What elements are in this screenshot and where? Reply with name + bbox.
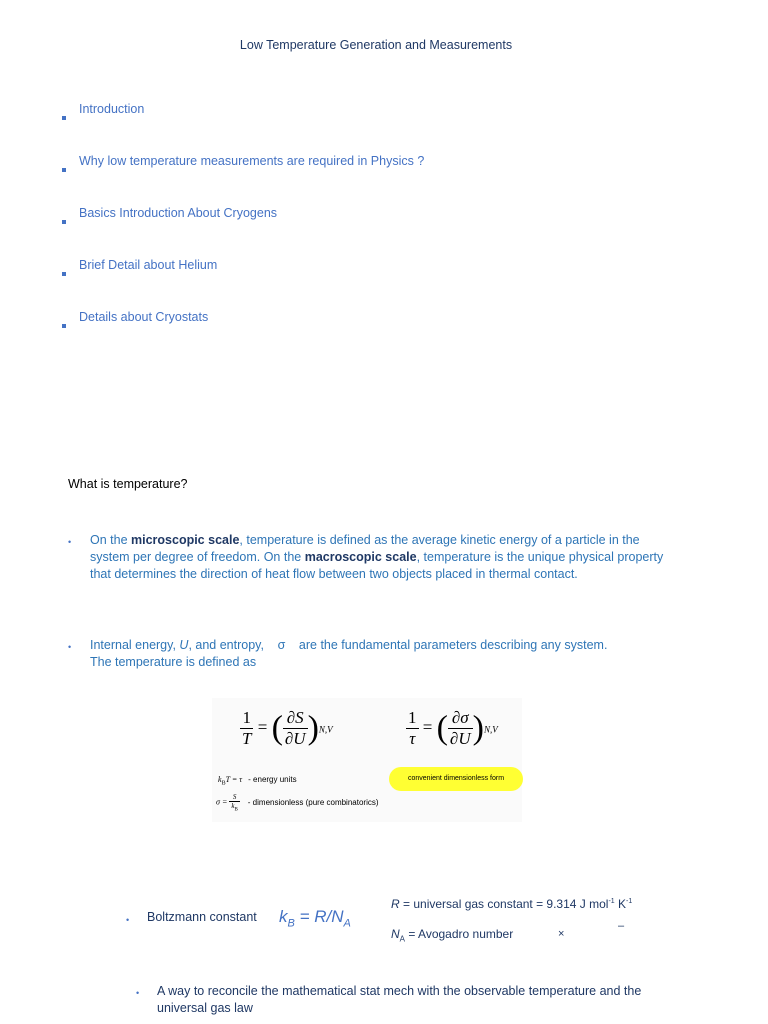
square-bullet-icon: [62, 107, 66, 125]
section-heading: What is temperature?: [68, 477, 188, 491]
bullet-dot-icon: •: [136, 988, 140, 998]
formula-1-over-tau: $\frac{1}{\tau}$ = ( $\frac{\partial\sigma}{\partial U}$ )N,V: [408, 708, 498, 748]
page-title: Low Temperature Generation and Measurements: [239, 38, 513, 52]
bullet-dot-icon: •: [68, 642, 72, 652]
dimensionless-formula: σ = $\frac{S}{k_B}$ - dimensionless (pure combinatorics): [216, 793, 379, 813]
temperature-definition-paragraph: On the microscopic scale, temperature is defined as the average kinetic energy of a particle in the system per degree of freedom. On the macroscopic scale, temperature is the unique physical property that determines the direction of heat flow between two objects placed in thermal contact.: [90, 533, 664, 581]
outline-item-cryostats: Details about Cryostats: [79, 310, 209, 324]
dash-symbol: –: [618, 920, 625, 932]
outline-item-cryogens: Basics Introduction About Cryogens: [79, 206, 278, 220]
outline-item-helium: Brief Detail about Helium: [79, 258, 218, 272]
boltzmann-equation: $k_B = R/N_A$: [279, 907, 351, 930]
macroscopic-scale-term: macroscopic scale: [304, 550, 417, 564]
gas-constant-line: R = universal gas constant = 9.314 J mol$^{-1}$ $K^{-1}$: [391, 897, 633, 911]
formula-1-over-T: $\frac{1}{T}$ = ( $\frac{\partial S}{\partial U}$ )N,V: [242, 708, 333, 748]
avogadro-line: $N_A$ = Avogadro number: [391, 927, 514, 944]
times-symbol: ×: [558, 928, 565, 940]
square-bullet-icon: [62, 211, 66, 229]
internal-energy-paragraph: Internal energy, U, and entropy, σ are the fundamental parameters describing any system. The temperature is defined as: [90, 638, 608, 669]
outline-item-why-low-temp: Why low temperature measurements are required in Physics ?: [79, 154, 425, 168]
square-bullet-icon: [62, 263, 66, 281]
bullet-dot-icon: •: [68, 537, 72, 547]
dimensionless-form-highlight: convenient dimensionless form: [389, 767, 523, 791]
outline-item-introduction: Introduction: [79, 102, 145, 116]
energy-units-formula: $k_BT = \tau$ - energy units: [218, 775, 297, 787]
reconcile-paragraph: A way to reconcile the mathematical stat mech with the observable temperature and the universal gas law: [157, 984, 642, 1015]
bullet-dot-icon: •: [126, 915, 130, 925]
square-bullet-icon: [62, 159, 66, 177]
microscopic-scale-term: microscopic scale: [131, 533, 240, 547]
square-bullet-icon: [62, 315, 66, 333]
boltzmann-label: Boltzmann constant: [147, 910, 257, 924]
